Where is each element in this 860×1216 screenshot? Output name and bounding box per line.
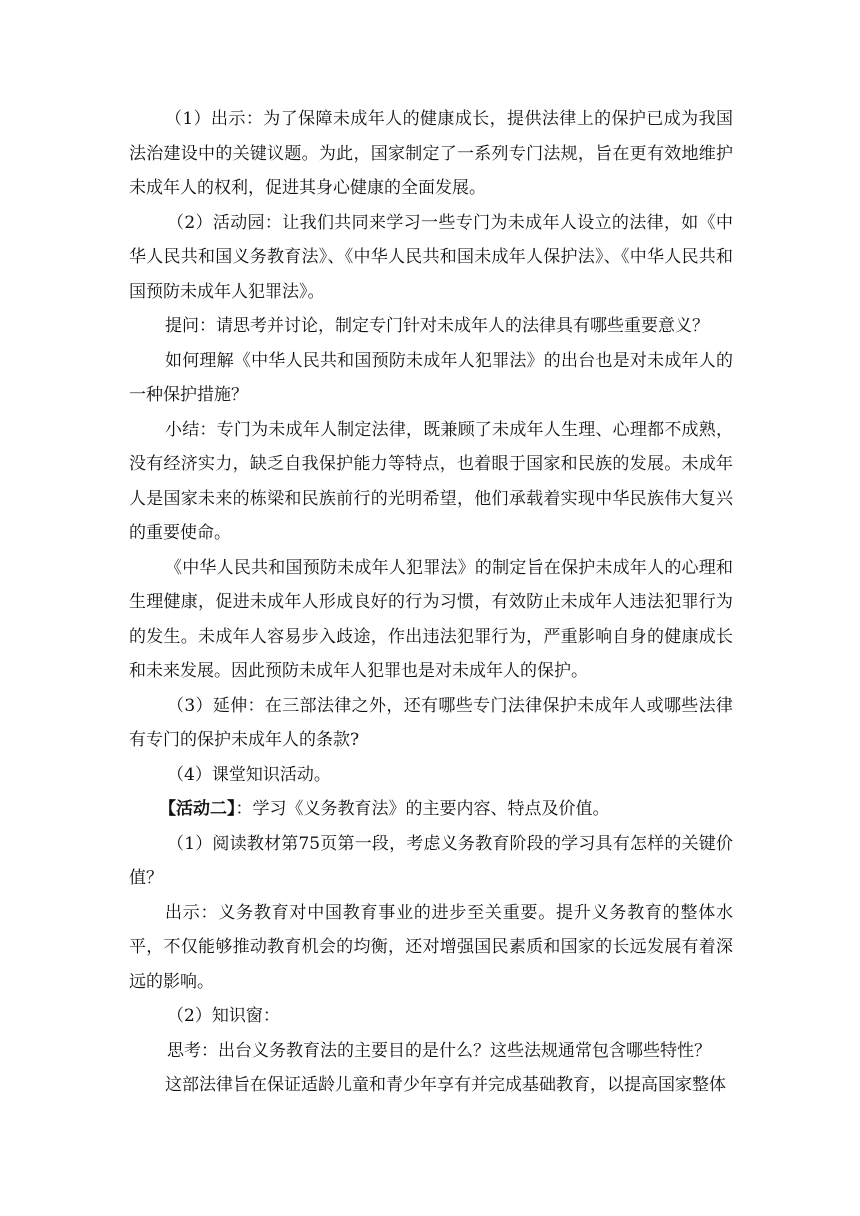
paragraph-1-display: （1）出示：为了保障未成年人的健康成长，提供法律上的保护已成为我国法治建设中的关键议题。为此，国家制定了一系列专门法规，旨在更有效地维护未成年人的权利，促进其身心健康的全面发展。 xyxy=(129,109,733,198)
paragraph-14-law-purpose: 这部法律旨在保证适龄儿童和青少年享有并完成基础教育，以提高国家整体 xyxy=(165,1075,726,1095)
activity-two-heading: 【活动二】 xyxy=(159,799,236,819)
paragraph-12-knowledge: （2）知识窗： xyxy=(167,1006,280,1026)
paragraph-2-activity: （2）活动园：让我们共同来学习一些专门为未成年人设立的法律，如《中华人民共和国义务教育法》、《中华人民共和国未成年人保护法》、《中华人民共和国预防未成年人犯罪法》。 xyxy=(129,212,733,302)
activity-two-text: ：学习《义务教育法》的主要内容、特点及价值。 xyxy=(235,799,610,819)
paragraph-10-reading: （1）阅读教材第75页第一段，考虑义务教育阶段的学习具有怎样的关键价值？ xyxy=(129,833,733,888)
paragraph-4-question: 如何理解《中华人民共和国预防未成年人犯罪法》的出台也是对未成年人的一种保护措施？ xyxy=(129,350,733,405)
paragraph-11-display: 出示：义务教育对中国教育事业的进步至关重要。提升义务教育的整体水平，不仅能够推动教育机会的均衡，还对增强国民素质和国家的长远发展有着深远的影响。 xyxy=(129,902,733,992)
paragraph-3-question: 提问：请思考并讨论，制定专门针对未成年人的法律具有哪些重要意义？ xyxy=(165,316,709,336)
document-body xyxy=(129,102,733,1103)
paragraph-13-thinking: 思考：出台义务教育法的主要目的是什么？这些法规通常包含哪些特性？ xyxy=(167,1040,711,1061)
paragraph-5-summary: 小结：专门为未成年人制定法律，既兼顾了未成年人生理、心理都不成熟，没有经济实力，缺乏自我保护能力等特点，也着眼于国家和民族的发展。未成年人是国家未来的栋梁和民族前行的光明希望，他们承载着实现中华民族伟大复兴的重要使命。 xyxy=(129,419,733,543)
paragraph-6-summary: 《中华人民共和国预防未成年人犯罪法》的制定旨在保护未成年人的心理和生理健康，促进未成年人形成良好的行为习惯，有效防止未成年人违法犯罪行为的发生。未成年人容易步入歧途，作出违法犯罪行为，严重影响自身的健康成长和未来发展。因此预防未成年人犯罪也是对未成年人的保护。 xyxy=(129,557,733,681)
paragraph-8-activity: （4）课堂知识活动。 xyxy=(167,764,331,785)
paragraph-9-activity-two xyxy=(129,792,733,827)
paragraph-7-extension: （3）延伸：在三部法律之外，还有哪些专门法律保护未成年人或哪些法律有专门的保护未成年人的条款? xyxy=(129,695,733,750)
